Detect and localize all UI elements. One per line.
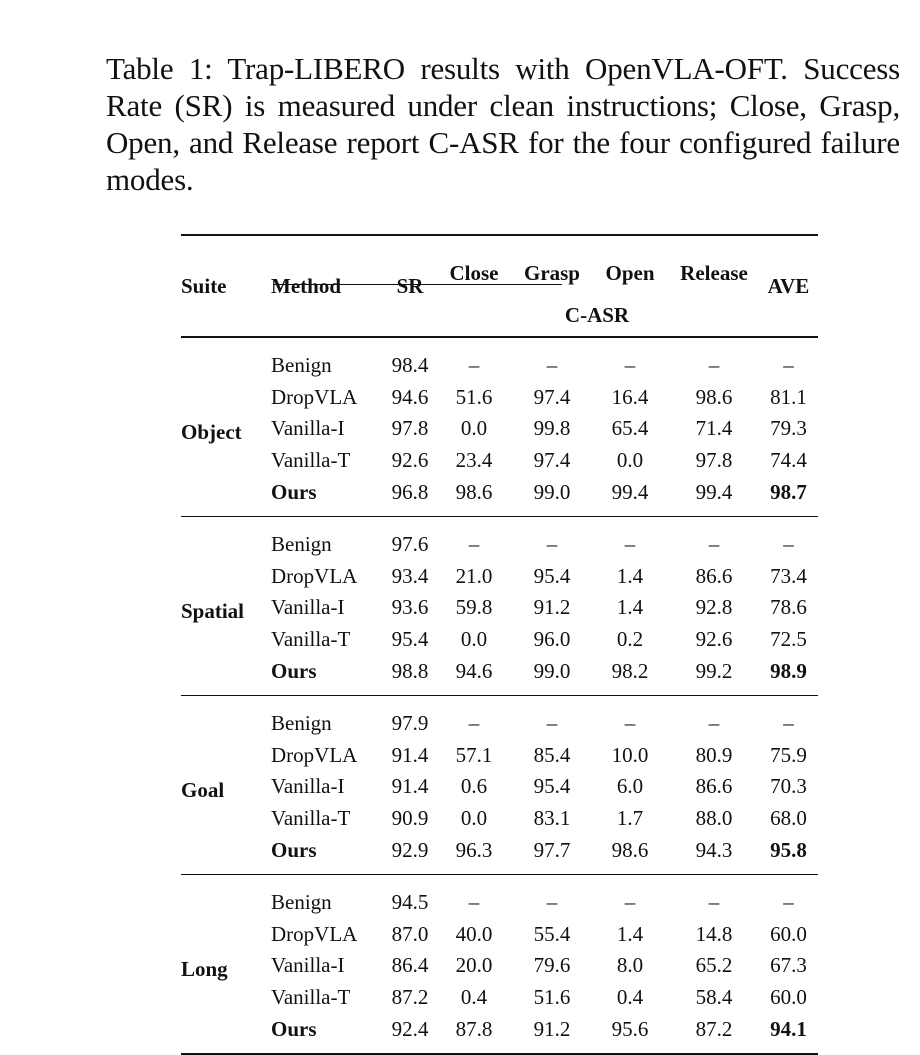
open-cell: 0.4	[616, 984, 644, 1009]
sr-cell: 94.6	[391, 384, 429, 409]
release-cell: 65.2	[695, 953, 733, 978]
release-cell: 86.6	[695, 563, 733, 588]
method-cell: Benign	[271, 532, 332, 557]
close-cell: –	[468, 353, 480, 378]
ave-cell: 95.8	[770, 837, 807, 862]
results-table	[181, 234, 818, 1055]
open-cell: 16.4	[611, 384, 649, 409]
close-cell: 57.1	[455, 742, 493, 767]
close-cell: 0.0	[460, 627, 488, 652]
ave-cell: –	[783, 353, 794, 378]
method-cell: Vanilla-T	[271, 627, 351, 652]
grasp-cell: 85.4	[533, 742, 571, 767]
sr-cell: 98.4	[391, 353, 429, 378]
ave-cell: 98.9	[770, 658, 807, 683]
table-row	[181, 516, 818, 560]
grasp-cell: 97.4	[533, 448, 571, 473]
open-cell: 10.0	[611, 742, 649, 767]
ave-cell: 60.0	[770, 984, 807, 1009]
sr-cell: 86.4	[391, 953, 429, 978]
header-ave: AVE	[767, 273, 810, 298]
ave-cell: 75.9	[770, 742, 807, 767]
sr-cell: 91.4	[391, 774, 429, 799]
open-cell: –	[624, 890, 636, 915]
open-cell: 65.4	[611, 416, 649, 441]
open-cell: 6.0	[616, 774, 644, 799]
ave-cell: 79.3	[770, 416, 807, 441]
close-cell: 0.0	[460, 416, 488, 441]
release-cell: –	[708, 353, 720, 378]
sr-cell: 95.4	[391, 627, 429, 652]
table-row	[181, 950, 818, 982]
release-cell: 97.8	[695, 448, 733, 473]
header-grasp: Grasp	[523, 261, 580, 285]
sr-cell: 91.4	[391, 742, 429, 767]
grasp-cell: 79.6	[533, 953, 571, 978]
sr-cell: 96.8	[391, 479, 429, 504]
release-cell: 80.9	[695, 742, 733, 767]
release-cell: 92.8	[695, 595, 733, 620]
ave-cell: –	[783, 532, 794, 557]
grasp-cell: –	[546, 711, 558, 736]
method-cell: Benign	[271, 353, 332, 378]
release-cell: 92.6	[695, 627, 733, 652]
sr-cell: 92.9	[391, 837, 429, 862]
method-cell: Vanilla-T	[271, 448, 351, 473]
close-cell: 40.0	[455, 921, 493, 946]
table-row	[181, 1013, 818, 1054]
sr-cell: 97.8	[391, 416, 429, 441]
grasp-cell: 91.2	[533, 595, 571, 620]
ave-cell: 73.4	[770, 563, 807, 588]
close-cell: –	[468, 532, 480, 557]
release-cell: 88.0	[695, 806, 733, 831]
ave-cell: 72.5	[770, 627, 807, 652]
ave-cell: –	[783, 890, 794, 915]
open-cell: 1.4	[616, 921, 644, 946]
ave-cell: 70.3	[770, 774, 807, 799]
method-cell: Benign	[271, 890, 332, 915]
sr-cell: 90.9	[391, 806, 429, 831]
header-method: Method	[271, 273, 341, 298]
method-cell: DropVLA	[271, 563, 358, 588]
suite-name: Object	[181, 420, 242, 445]
grasp-cell: 99.8	[533, 416, 571, 441]
close-cell: 0.0	[460, 806, 488, 831]
grasp-cell: 91.2	[533, 1016, 571, 1041]
header-suite: Suite	[181, 273, 227, 298]
method-cell: Ours	[271, 1016, 317, 1041]
open-cell: 0.0	[616, 448, 644, 473]
ave-cell: 94.1	[770, 1016, 807, 1041]
close-cell: –	[468, 711, 480, 736]
table-body	[181, 337, 818, 1054]
sr-cell: 87.2	[391, 984, 429, 1009]
table-row	[181, 413, 818, 445]
close-cell: 21.0	[455, 563, 493, 588]
grasp-cell: 99.0	[533, 479, 571, 504]
ave-cell: 68.0	[770, 806, 807, 831]
close-cell: 59.8	[455, 595, 493, 620]
method-cell: Vanilla-T	[271, 984, 351, 1009]
open-cell: 8.0	[616, 953, 644, 978]
table-row	[181, 919, 818, 951]
table-row	[181, 874, 818, 918]
ave-cell: 78.6	[770, 595, 807, 620]
close-cell: 94.6	[455, 658, 493, 683]
table-row	[181, 382, 818, 414]
release-cell: 71.4	[695, 416, 733, 441]
method-cell: Vanilla-I	[271, 953, 345, 978]
release-cell: 99.4	[695, 479, 733, 504]
table-row	[181, 592, 818, 624]
open-cell: 0.2	[616, 627, 644, 652]
table-row	[181, 337, 818, 382]
method-cell: Ours	[271, 479, 317, 504]
release-cell: 99.2	[695, 658, 733, 683]
suite-name: Goal	[181, 778, 225, 803]
header-close: Close	[449, 261, 499, 285]
grasp-cell: 96.0	[533, 627, 571, 652]
ave-cell: 81.1	[770, 384, 807, 409]
ave-cell: 98.7	[770, 479, 807, 504]
table-row	[181, 834, 818, 874]
release-cell: –	[708, 532, 720, 557]
grasp-cell: 99.0	[533, 658, 571, 683]
method-cell: Vanilla-I	[271, 595, 345, 620]
method-cell: Vanilla-T	[271, 806, 351, 831]
grasp-cell: 95.4	[533, 774, 571, 799]
open-cell: 98.6	[611, 837, 649, 862]
sr-cell: 94.5	[391, 890, 429, 915]
table-row	[181, 655, 818, 695]
release-cell: 14.8	[695, 921, 733, 946]
grasp-cell: 83.1	[533, 806, 571, 831]
table-row	[181, 476, 818, 516]
header-c-asr: C-ASR	[564, 302, 630, 327]
open-cell: –	[624, 532, 636, 557]
release-cell: –	[708, 890, 720, 915]
release-cell: 86.6	[695, 774, 733, 799]
suite-name: Spatial	[181, 599, 245, 624]
close-cell: 51.6	[455, 384, 493, 409]
suite-name: Long	[181, 957, 228, 982]
method-cell: DropVLA	[271, 384, 358, 409]
method-cell: Vanilla-I	[271, 416, 345, 441]
table-row	[181, 771, 818, 803]
grasp-cell: 55.4	[533, 921, 571, 946]
release-cell: 58.4	[695, 984, 733, 1009]
method-cell: Ours	[271, 837, 317, 862]
sr-cell: 87.0	[391, 921, 429, 946]
release-cell: 98.6	[695, 384, 733, 409]
header-release: Release	[680, 261, 748, 285]
table-row	[181, 982, 818, 1014]
grasp-cell: 97.7	[533, 837, 571, 862]
table-row	[181, 740, 818, 772]
ave-cell: 60.0	[770, 921, 807, 946]
grasp-cell: 97.4	[533, 384, 571, 409]
sr-cell: 97.6	[391, 532, 429, 557]
header-open: Open	[605, 261, 655, 285]
sr-cell: 93.6	[391, 595, 429, 620]
ave-cell: 74.4	[770, 448, 807, 473]
sr-cell: 98.8	[391, 658, 429, 683]
open-cell: 98.2	[611, 658, 649, 683]
open-cell: 1.7	[616, 806, 644, 831]
sr-cell: 93.4	[391, 563, 429, 588]
method-cell: Ours	[271, 658, 317, 683]
table-row	[181, 624, 818, 656]
grasp-cell: –	[546, 890, 558, 915]
grasp-cell: –	[546, 532, 558, 557]
close-cell: –	[468, 890, 480, 915]
method-cell: Vanilla-I	[271, 774, 345, 799]
header-sr: SR	[396, 273, 424, 298]
release-cell: –	[708, 711, 720, 736]
table-caption: Table 1: Trap-LIBERO results with OpenVLA-OFT. Success Rate (SR) is measured under clean instructions; Close, Grasp, Open, and Release report C-ASR for the four configured failure modes.	[106, 51, 900, 197]
open-cell: –	[624, 353, 636, 378]
close-cell: 0.6	[460, 774, 488, 799]
table-row	[181, 695, 818, 739]
table-row	[181, 445, 818, 477]
grasp-cell: –	[546, 353, 558, 378]
release-cell: 87.2	[695, 1016, 733, 1041]
close-cell: 87.8	[455, 1016, 493, 1041]
open-cell: 99.4	[611, 479, 649, 504]
open-cell: –	[624, 711, 636, 736]
grasp-cell: 51.6	[533, 984, 571, 1009]
sr-cell: 92.6	[391, 448, 429, 473]
grasp-cell: 95.4	[533, 563, 571, 588]
sr-cell: 97.9	[391, 711, 429, 736]
header-row	[181, 235, 818, 294]
close-cell: 20.0	[455, 953, 493, 978]
open-cell: 95.6	[611, 1016, 649, 1041]
method-cell: Benign	[271, 711, 332, 736]
ave-cell: –	[783, 711, 794, 736]
close-cell: 0.4	[460, 984, 488, 1009]
method-cell: DropVLA	[271, 742, 358, 767]
sr-cell: 92.4	[391, 1016, 429, 1041]
method-cell: DropVLA	[271, 921, 358, 946]
close-cell: 98.6	[455, 479, 493, 504]
close-cell: 96.3	[455, 837, 493, 862]
table-row	[181, 803, 818, 835]
release-cell: 94.3	[695, 837, 733, 862]
open-cell: 1.4	[616, 563, 644, 588]
open-cell: 1.4	[616, 595, 644, 620]
ave-cell: 67.3	[770, 953, 807, 978]
table-row	[181, 561, 818, 593]
close-cell: 23.4	[455, 448, 493, 473]
